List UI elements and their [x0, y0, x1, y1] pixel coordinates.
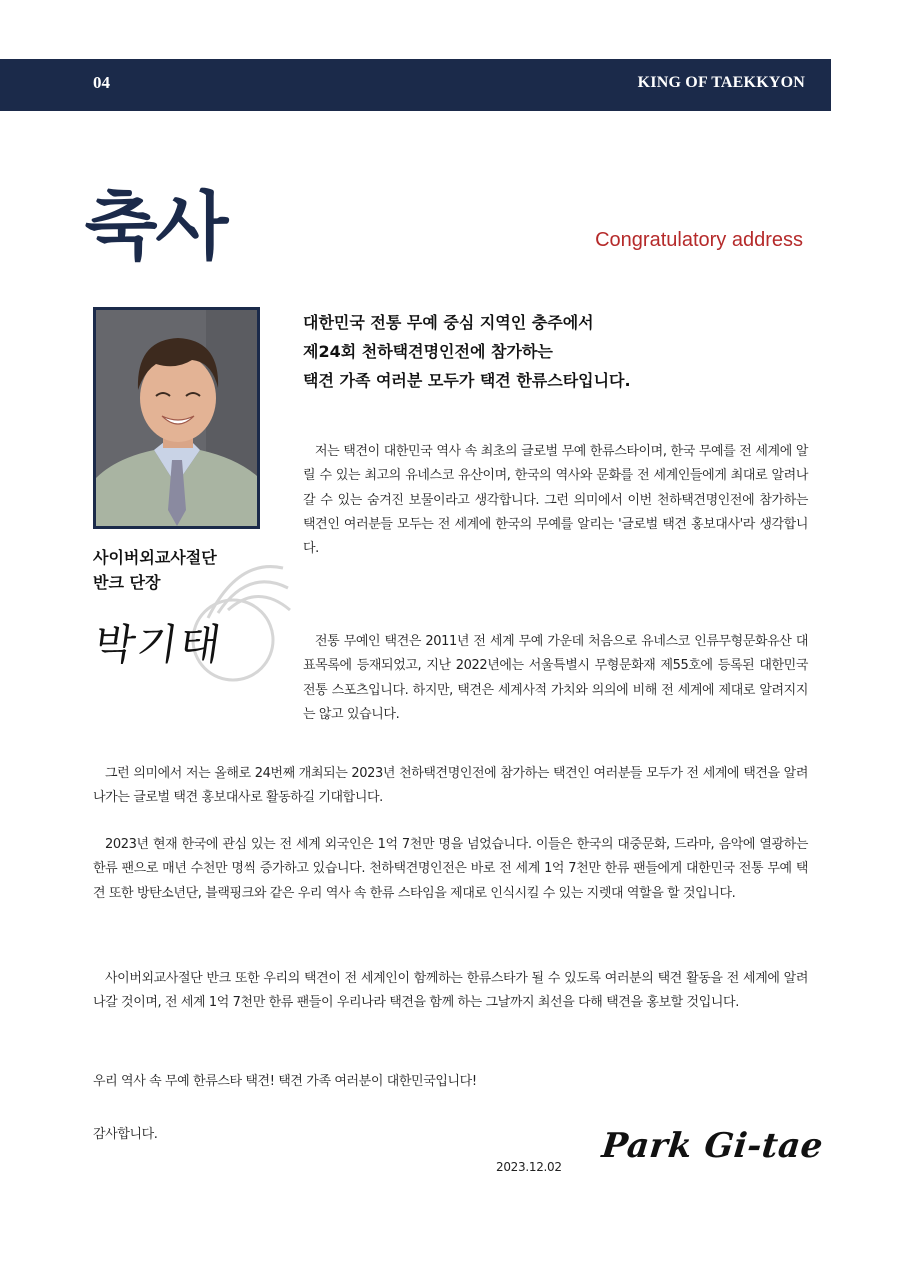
headline-line: 택견 가족 여러분 모두가 택견 한류스타입니다. — [303, 371, 631, 390]
magazine-title: KING OF TAEKKYON — [637, 74, 805, 91]
headline — [303, 308, 631, 395]
body-paragraph — [303, 630, 808, 727]
paragraph-text: 2023년 현재 한국에 관심 있는 전 세계 외국인은 1억 7천만 명을 넘었습니다. 이들은 한국의 대중문화, 드라마, 음악에 열광하는 한류 팬으로 매년 수천만 명씩 증가하고 있습니다. 천하택견명인전은 바로 전 세계 1억 7천만 한류 팬들에게 대한민국 전통 무예 택견 또한 방탄소년단, 블랙핑크와 같은 우리 역사 속 한류 스타임을 제대로 인식시킬 수 있는 지렛대 역할을 할 것입니다. — [93, 837, 808, 901]
signature-korean: 박기태 — [91, 620, 226, 669]
closing-thanks: 감사합니다. — [93, 1127, 158, 1142]
portrait-illustration — [96, 310, 257, 526]
signature-english: Park Gi-tae — [599, 1126, 826, 1166]
body-paragraph — [93, 833, 808, 906]
closing-exclamation: 우리 역사 속 무예 한류스타 택견! 택견 가족 여러분이 대한민국입니다! — [93, 1074, 477, 1089]
author-photo — [93, 307, 260, 529]
body-paragraph — [93, 967, 808, 1016]
page-number: 04 — [93, 73, 110, 92]
author-organization: 사이버외교사절단 — [93, 548, 217, 567]
paragraph-text: 전통 무예인 택견은 2011년 전 세계 무예 가운데 처음으로 유네스코 인류무형문화유산 대표목록에 등재되었고, 지난 2022년에는 서울특별시 무형문화재 제55호에 등록된 대한민국 전통 스포츠입니다. 하지만, 택견은 세계사적 가치와 의의에 비해 전 세계에 제대로 알려지지는 않고 있습니다. — [303, 634, 808, 722]
author-role: 반크 단장 — [93, 573, 161, 592]
page-subtitle: Congratulatory address — [595, 229, 803, 251]
paragraph-text: 그런 의미에서 저는 올해로 24번째 개최되는 2023년 천하택견명인전에 참가하는 택견인 여러분들 모두가 전 세계에 택견을 알려나가는 글로벌 택견 홍보대사로 활동하길 기대합니다. — [93, 766, 808, 806]
page-title: 축사 — [84, 184, 227, 270]
header-bar — [0, 59, 831, 111]
headline-line: 대한민국 전통 무예 중심 지역인 충주에서 — [303, 313, 594, 332]
paragraph-text: 저는 택견이 대한민국 역사 속 최초의 글로벌 무예 한류스타이며, 한국 무예를 전 세계에 알릴 수 있는 최고의 유네스코 유산이며, 한국의 역사와 문화를 전 세계인들에게 최대로 알려나갈 수 있는 숨겨진 보물이라고 생각합니다. 그런 의미에서 이번 천하택견명인전에 참가하는 택견인 여러분들 모두는 전 세계에 한국의 무예를 알리는 '글로벌 택견 홍보대사'라 생각합니다. — [303, 444, 808, 557]
body-paragraph — [93, 762, 808, 811]
headline-line: 제24회 천하택견명인전에 참가하는 — [303, 342, 553, 361]
paragraph-text: 사이버외교사절단 반크 또한 우리의 택견이 전 세계인이 함께하는 한류스타가 될 수 있도록 여러분의 택견 활동을 전 세계에 알려나갈 것이며, 전 세계 1억 7천만 한류 팬들이 우리나라 택견을 함께 하는 그날까지 최선을 다해 택견을 홍보할 것입니다. — [93, 971, 808, 1011]
body-paragraph — [303, 440, 808, 561]
date: 2023.12.02 — [496, 1160, 562, 1174]
